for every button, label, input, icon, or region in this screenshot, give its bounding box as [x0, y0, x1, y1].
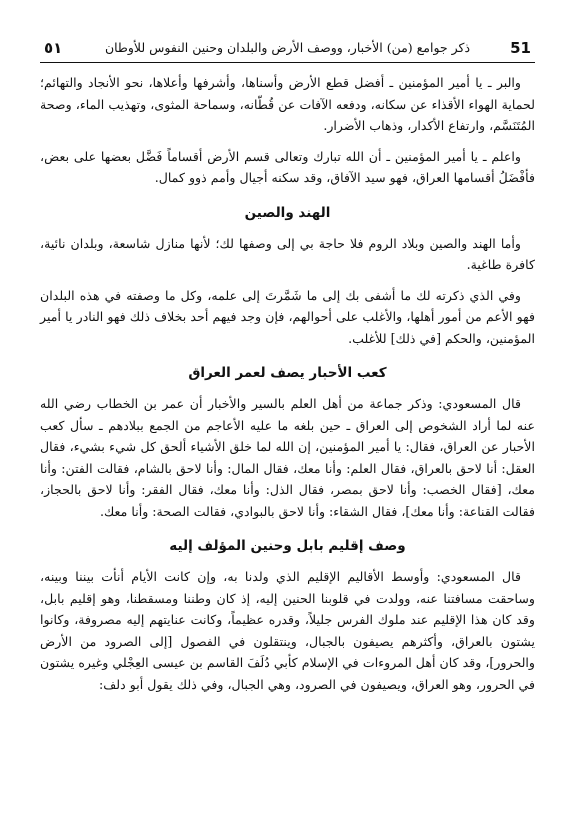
page-body — [40, 72, 535, 704]
section-heading: وصف إقليم بابل وحنين المؤلف إليه — [169, 538, 406, 554]
section-heading: الهند والصين — [244, 204, 331, 221]
paragraph: وفي الذي ذكرته لك ما أشفى بك إلى ما شَمَّرتَ إلى علمه، وكل ما وصفته في هذه البلدان فهو الأعم من أمور أهلها، والأغلب على أحوالهم، فإن وجد فيهم أحد بخلاف ذلك فهو النادر يا أمير المؤمنين، والحكم [في ذلك] للأغلب. — [40, 287, 535, 346]
paragraph: والبر ـ يا أمير المؤمنين ـ أفضل قطع الأرض وأسناها، وأشرفها وأعلاها، نحو الأنجاد والتهائم؛ لحماية الهواء الأقذاء عن سكانه، ودفعه الآفات عن قُطّانه، وسماحة المثوى، وتهذيب الماء، وصحة المُتَنَسَّم، وارتفاع الأكدار، وذهاب الأضرار. — [40, 75, 535, 133]
book-page — [40, 0, 535, 838]
paragraph: واعلم ـ يا أمير المؤمنين ـ أن الله تبارك وتعالى قسم الأرض أقساماً فَضَّل بعضها على بعض، فأفْضَلُ أقسامها العراق، فهو سيد الآفاق، وقد سكنه أجيال وأمم ذوو كمال. — [40, 148, 535, 185]
paragraph: قال المسعودي: وأوسط الأقاليم الإقليم الذي ولدنا به، وإن كانت الأيام أنأت بيننا وبينه، وساحقت مسافتنا عنه، وولدت في قلوبنا الحنين إليه، إذ كان وطننا ومسقطنا، وهو إقليم بابل، وقد كان هذا الإقليم عند ملوك الفرس جليلاً، وقدره عظيماً، وكانت عنايتهم إليه مصروفة، وكانوا يشتون بالعراق، وأكثرهم يصيفون بالجبال، وينتقلون في الفصول [إلى الصرود من الأرض والحرور]، وقد كان أهل المروءات في الإسلام كأبي دُلَفَ القاسم بن عيسى العِجْلي وغيره يشتون في الحرور، وهو العراق، ويصيفون في الصرود، وهي الجبال، وفي ذلك يقول أبو دلف: — [40, 569, 535, 692]
running-header — [40, 34, 535, 63]
paragraph: قال المسعودي: وذكر جماعة من أهل العلم بالسير والأخبار أن عمر بن الخطاب رضي الله عنه لما أراد الشخوص إلى العراق ـ حين بلغه ما عليه الأعاجم من الجمع ببلادهم ـ سأل كعب الأحبار عن العراق، فقال: يا أمير المؤمنين، إن الله لما خلق الأشياء ألحق كل شيء بشيء، فقال العقل: أنا لاحق بالعراق، فقال العلم: وأنا معك، فقال المال: وأنا لاحق بالشام، فقالت الفتن: وأنا معك، [فقال الخصب: وأنا لاحق بمصر، فقال الذل: وأنا معك، فقال الفقر: وأنا لاحق بالحجاز، فقالت القناعة: وأنا معك]، فقال الشقاء: وأنا لاحق بالبوادي، فقالت الصحة: وأنا معك. — [40, 396, 535, 519]
running-title: ذكر جوامع (من) الأخبار، ووصف الأرض والبلدان وحنين النفوس للأوطان — [104, 40, 471, 55]
page-number-right: 51 — [510, 39, 531, 57]
paragraph: وأما الهند والصين وبلاد الروم فلا حاجة بي إلى وصفها لك؛ لأنها منازل شاسعة، وبلدان نائية، كافرة طاغية. — [40, 235, 535, 272]
section-heading: كعب الأحبار يصف لعمر العراق — [188, 365, 387, 381]
page-number-left: ٥١ — [44, 39, 63, 57]
